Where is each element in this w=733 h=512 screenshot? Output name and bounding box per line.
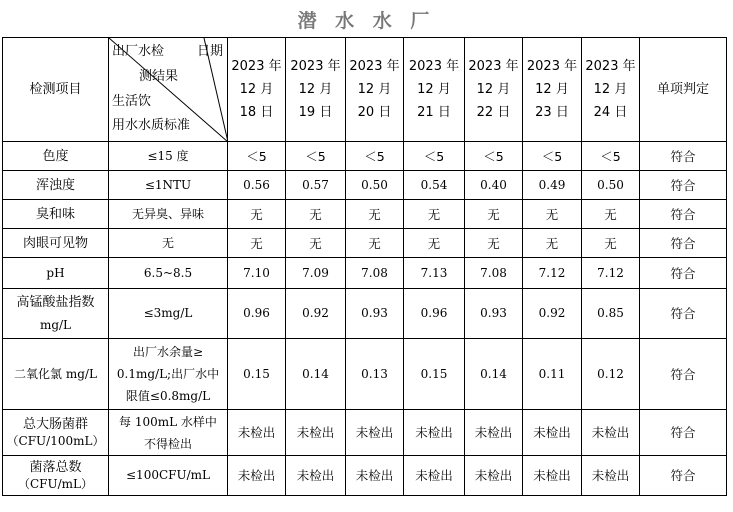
table-row xyxy=(3,229,727,258)
diag-bottom-1: 生活饮 xyxy=(112,94,152,109)
result-cell: 7.08 xyxy=(346,258,404,289)
result-cell: 0.15 xyxy=(404,339,465,410)
result-cell: 0.14 xyxy=(286,339,346,410)
result-cell: 未检出 xyxy=(582,410,640,456)
judgement-cell: 符合 xyxy=(640,339,727,410)
result-cell: 0.11 xyxy=(523,339,582,410)
result-cell: ＜5 xyxy=(228,142,286,171)
result-cell: 未检出 xyxy=(228,456,286,496)
diag-bottom-2: 用水水质标准 xyxy=(112,118,191,133)
date-header: 2023 年 12 月 22 日 xyxy=(465,38,523,142)
date-header: 2023 年 12 月 24 日 xyxy=(582,38,640,142)
result-cell: 未检出 xyxy=(346,410,404,456)
result-cell: 0.57 xyxy=(286,171,346,200)
result-cell: 0.50 xyxy=(346,171,404,200)
result-cell: 未检出 xyxy=(286,456,346,496)
judgement-cell: 符合 xyxy=(640,200,727,229)
result-cell: 无 xyxy=(465,200,523,229)
result-cell: ＜5 xyxy=(346,142,404,171)
result-cell: 0.92 xyxy=(286,289,346,339)
result-cell: 无 xyxy=(346,229,404,258)
diag-middle: 测结果 xyxy=(139,69,179,84)
result-cell: 0.92 xyxy=(523,289,582,339)
diag-top-left: 出厂水检 xyxy=(112,44,165,59)
standard-value: 无异臭、异味 xyxy=(109,200,228,229)
judgement-cell: 符合 xyxy=(640,410,727,456)
item-name: 浑浊度 xyxy=(3,171,109,200)
result-cell: 未检出 xyxy=(523,410,582,456)
standard-value: ≤3mg/L xyxy=(109,289,228,339)
table-row xyxy=(3,339,727,410)
result-cell: ＜5 xyxy=(404,142,465,171)
result-cell: 无 xyxy=(523,200,582,229)
item-name: 臭和味 xyxy=(3,200,109,229)
result-cell: 7.12 xyxy=(582,258,640,289)
result-cell: 无 xyxy=(404,200,465,229)
result-cell: 无 xyxy=(286,200,346,229)
table-row xyxy=(3,171,727,200)
date-header: 2023 年 12 月 21 日 xyxy=(404,38,465,142)
standard-value: ≤100CFU/mL xyxy=(109,456,228,496)
diag-top-right: 日期 xyxy=(196,44,223,59)
result-cell: 无 xyxy=(582,200,640,229)
result-cell: 0.50 xyxy=(582,171,640,200)
result-cell: ＜5 xyxy=(582,142,640,171)
result-cell: 0.96 xyxy=(404,289,465,339)
result-cell: 未检出 xyxy=(465,456,523,496)
date-header: 2023 年 12 月 18 日 xyxy=(228,38,286,142)
result-cell: 7.08 xyxy=(465,258,523,289)
item-name: 二氧化氯 mg/L xyxy=(3,339,109,410)
result-cell: ＜5 xyxy=(286,142,346,171)
table-row xyxy=(3,258,727,289)
result-cell: 0.96 xyxy=(228,289,286,339)
result-cell: 7.09 xyxy=(286,258,346,289)
table-row xyxy=(3,289,727,339)
judgement-cell: 符合 xyxy=(640,142,727,171)
date-header: 2023 年 12 月 23 日 xyxy=(523,38,582,142)
item-name: pH xyxy=(3,258,109,289)
result-cell: 0.12 xyxy=(582,339,640,410)
result-cell: 7.13 xyxy=(404,258,465,289)
table-row xyxy=(3,142,727,171)
judgement-cell: 符合 xyxy=(640,258,727,289)
header-row xyxy=(3,38,727,142)
result-cell: 0.49 xyxy=(523,171,582,200)
result-cell: 未检出 xyxy=(582,456,640,496)
result-cell: 无 xyxy=(582,229,640,258)
result-cell: 无 xyxy=(286,229,346,258)
result-cell: 无 xyxy=(346,200,404,229)
result-cell: ＜5 xyxy=(465,142,523,171)
judgement-cell: 符合 xyxy=(640,456,727,496)
result-cell: 无 xyxy=(404,229,465,258)
table-row xyxy=(3,410,727,456)
result-cell: 0.14 xyxy=(465,339,523,410)
result-cell: 0.54 xyxy=(404,171,465,200)
result-cell: 未检出 xyxy=(465,410,523,456)
table-row xyxy=(3,200,727,229)
date-header: 2023 年 12 月 20 日 xyxy=(346,38,404,142)
result-cell: 未检出 xyxy=(346,456,404,496)
item-name: 菌落总数 （CFU/mL） xyxy=(3,456,109,496)
page-title: 潜 水 水 厂 xyxy=(297,10,436,32)
result-cell: 无 xyxy=(228,229,286,258)
result-cell: 7.12 xyxy=(523,258,582,289)
result-cell: 未检出 xyxy=(404,456,465,496)
result-cell: 0.56 xyxy=(228,171,286,200)
judgement-cell: 符合 xyxy=(640,229,727,258)
judgement-cell: 符合 xyxy=(640,289,727,339)
result-cell: 未检出 xyxy=(228,410,286,456)
result-cell: 0.15 xyxy=(228,339,286,410)
standard-value: ≤15 度 xyxy=(109,142,228,171)
item-header: 检测项目 xyxy=(3,38,109,142)
standard-value: 6.5~8.5 xyxy=(109,258,228,289)
standard-value: 每 100mL 水样中 不得检出 xyxy=(109,410,228,456)
result-cell: 未检出 xyxy=(286,410,346,456)
result-cell: 无 xyxy=(523,229,582,258)
item-name: 总大肠菌群 （CFU/100mL） xyxy=(3,410,109,456)
result-cell: 未检出 xyxy=(404,410,465,456)
judgement-cell: 符合 xyxy=(640,171,727,200)
result-cell: 无 xyxy=(228,200,286,229)
result-cell: 0.40 xyxy=(465,171,523,200)
result-cell: 无 xyxy=(465,229,523,258)
water-quality-table xyxy=(2,37,727,496)
standard-value: ≤1NTU xyxy=(109,171,228,200)
result-cell: 0.93 xyxy=(465,289,523,339)
result-cell: 0.93 xyxy=(346,289,404,339)
result-cell: ＜5 xyxy=(523,142,582,171)
item-name: 色度 xyxy=(3,142,109,171)
table-row xyxy=(3,456,727,496)
item-name: 肉眼可见物 xyxy=(3,229,109,258)
result-cell: 7.10 xyxy=(228,258,286,289)
result-cell: 0.13 xyxy=(346,339,404,410)
diagonal-header xyxy=(109,38,228,142)
standard-value: 出厂水余量≥ 0.1mg/L;出厂水中 限值≤0.8mg/L xyxy=(109,339,228,410)
result-cell: 0.85 xyxy=(582,289,640,339)
judgement-header: 单项判定 xyxy=(640,38,727,142)
date-header: 2023 年 12 月 19 日 xyxy=(286,38,346,142)
item-name: 高锰酸盐指数 mg/L xyxy=(3,289,109,339)
result-cell: 未检出 xyxy=(523,456,582,496)
standard-value: 无 xyxy=(109,229,228,258)
